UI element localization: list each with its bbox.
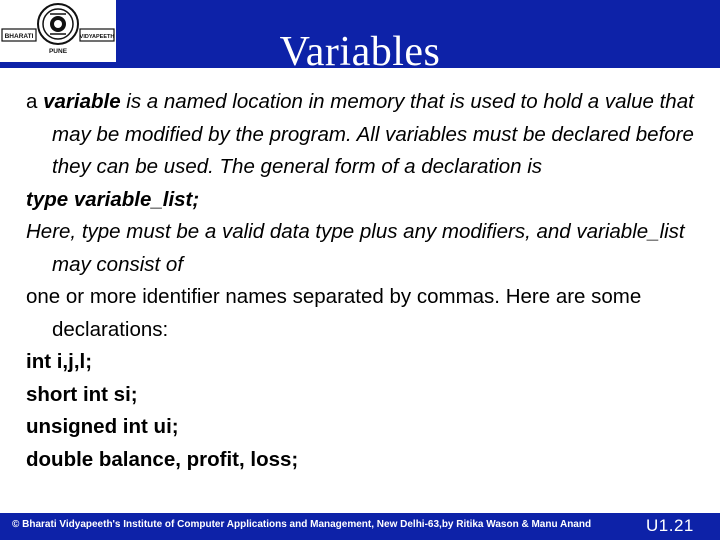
variable-term: variable xyxy=(43,90,121,113)
logo-text-bottom: PUNE xyxy=(48,48,68,55)
slide-body xyxy=(26,86,706,476)
definition-paragraph xyxy=(26,86,706,184)
slide-number: U1.21 xyxy=(646,516,694,535)
definition-text: is a named location in memory that is used to hold a value that may be modified by the program. All variables must be declared before they can be used. The general form of a declaration is xyxy=(52,90,694,178)
declaration-form: type variable_list; xyxy=(26,187,200,211)
code-line: unsigned int ui; xyxy=(26,415,179,438)
identifiers-paragraph: one or more identifier names separated by commas. Here are some declarations: xyxy=(26,285,642,341)
footer-credit: © Bharati Vidyapeeth's Institute of Computer Applications and Management, New Delhi-63,by Ritika Wason & Manu Anand xyxy=(12,519,592,530)
code-line: short int si; xyxy=(26,382,138,406)
explanation-paragraph: Here, type must be a valid data type plus any modifiers, and variable_list may consist of xyxy=(26,220,685,276)
logo-text-left: BHARATI xyxy=(4,33,34,40)
slide-title: Variables xyxy=(279,29,441,75)
code-line: double balance, profit, loss; xyxy=(26,447,299,471)
footer-bar xyxy=(0,513,720,540)
code-line: int i,j,l; xyxy=(26,350,93,373)
definition-lead: a xyxy=(26,90,44,113)
logo-text-right: VIDYAPEETH xyxy=(79,34,115,40)
